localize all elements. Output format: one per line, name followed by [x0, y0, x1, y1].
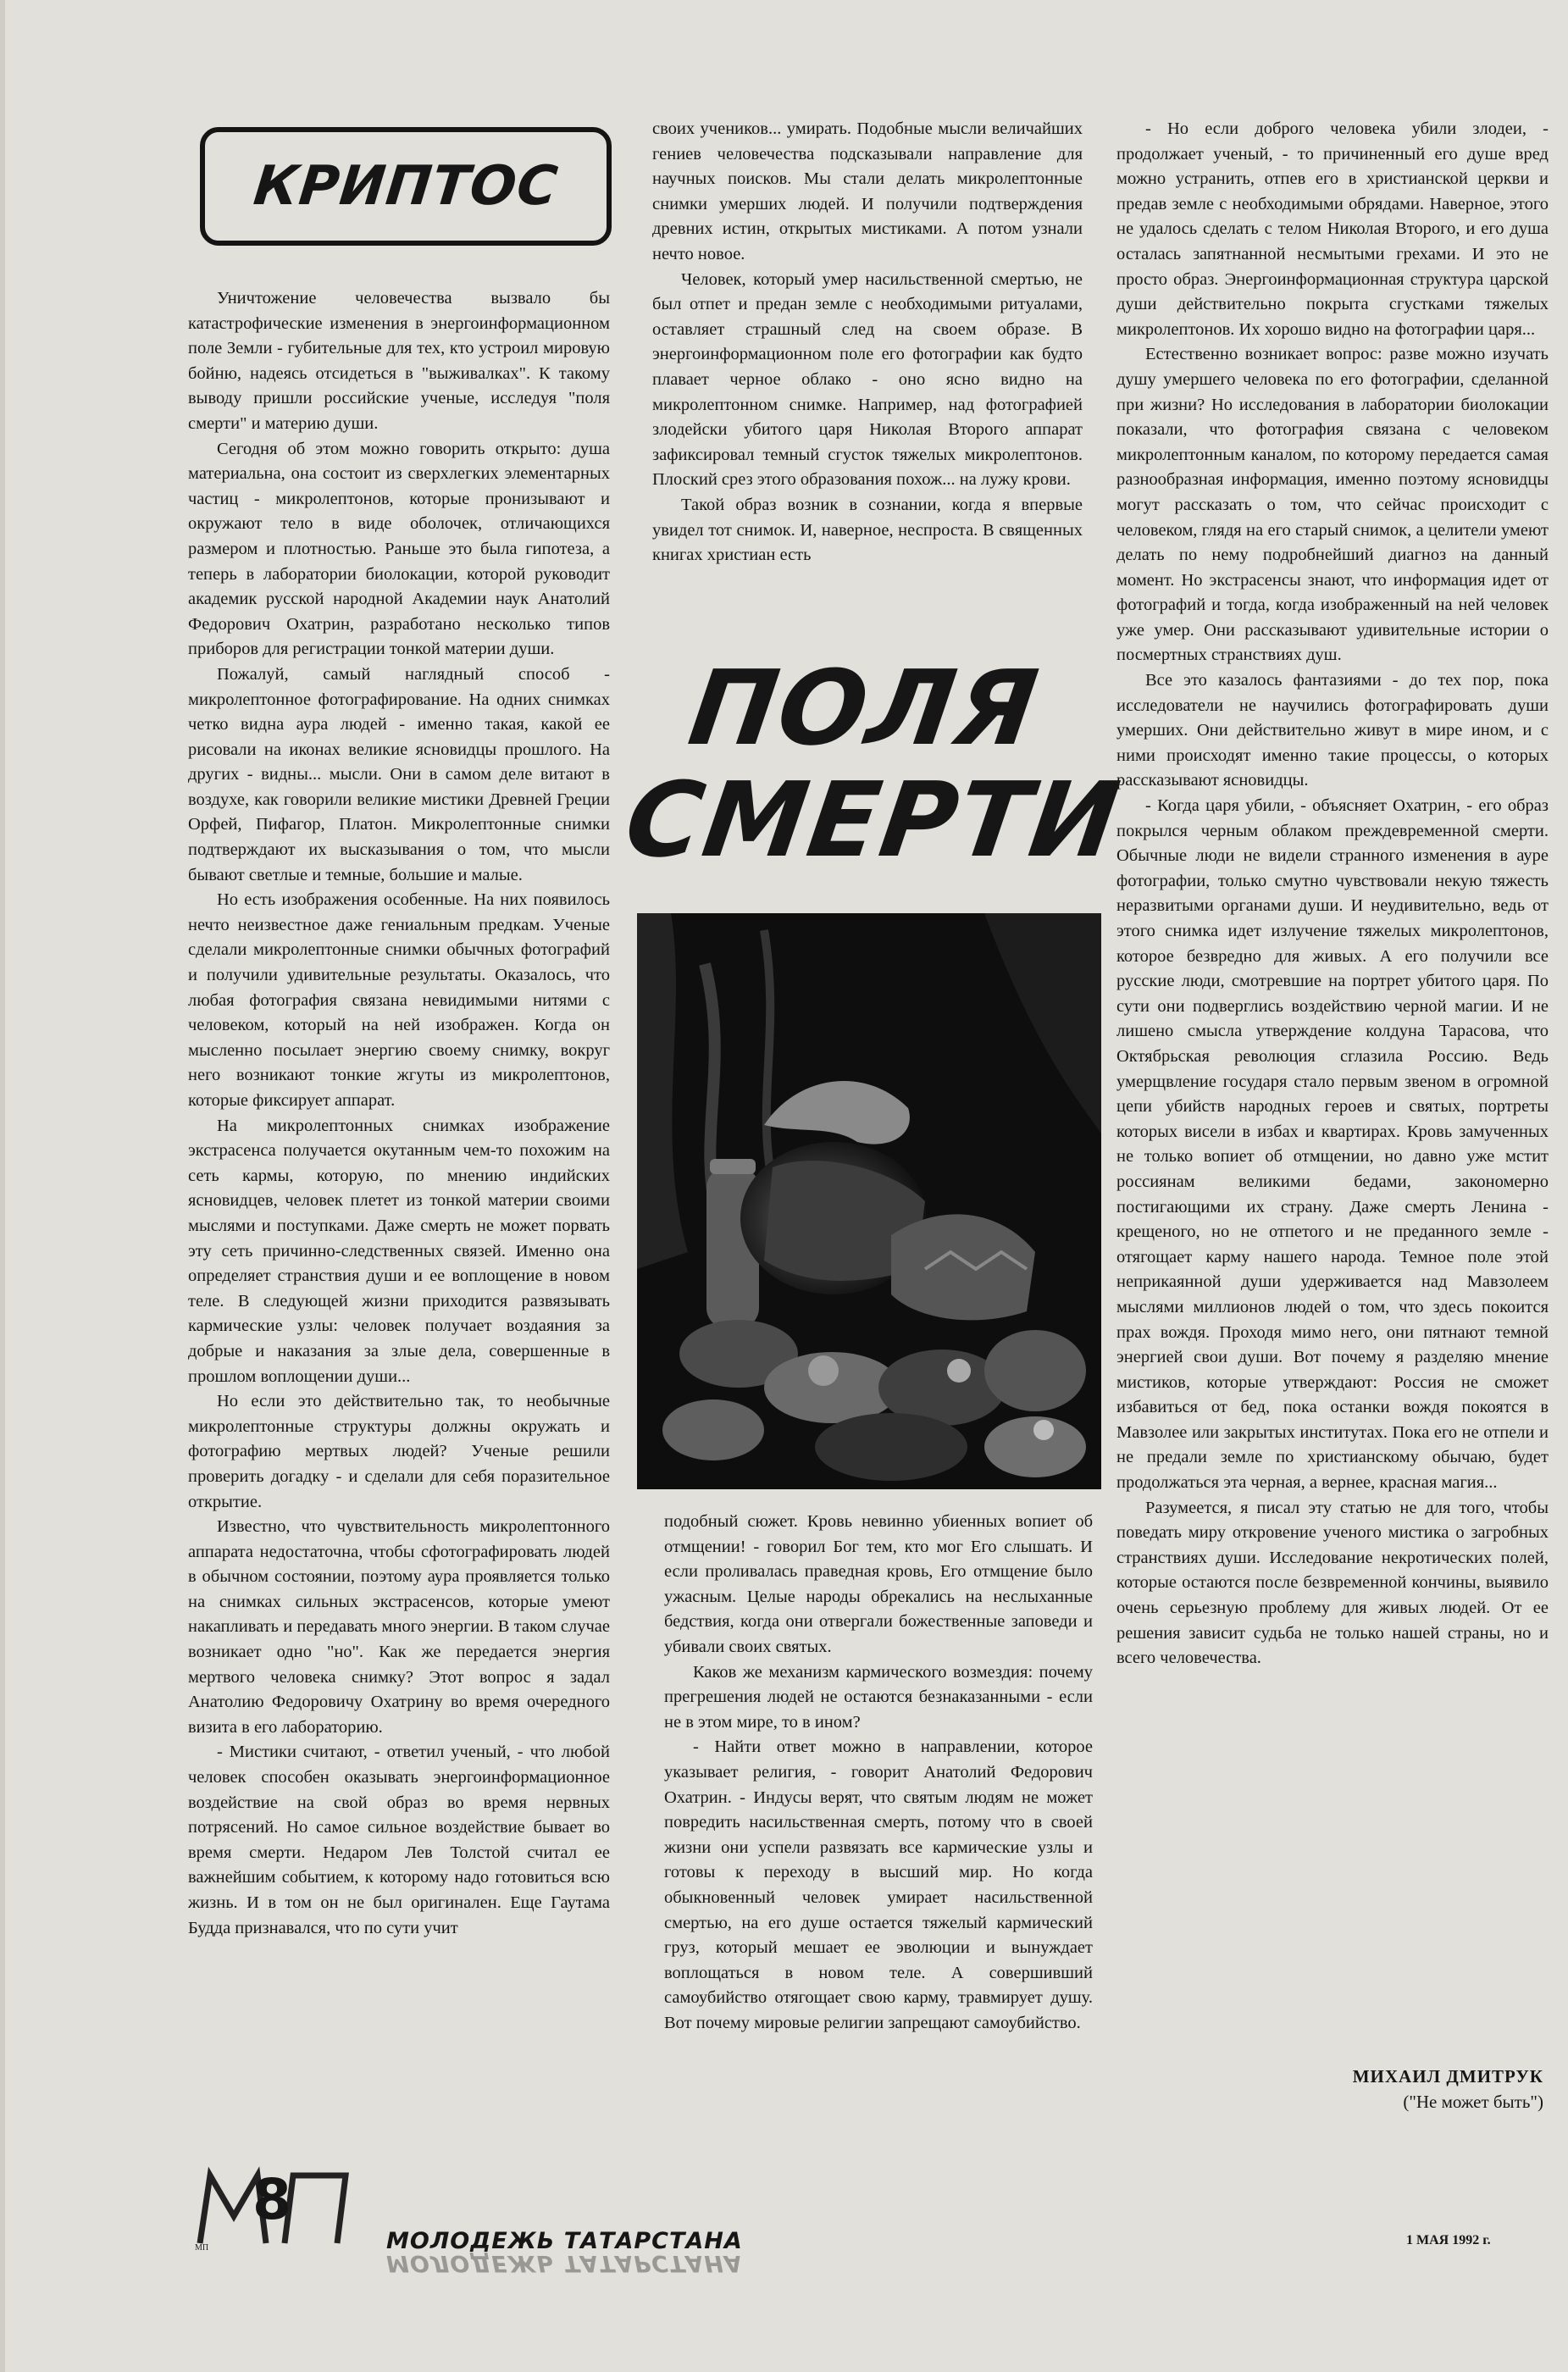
rubric-box: [200, 127, 612, 246]
paragraph: Каков же механизм кармического возмездия: почему прегрешения людей не остаются безнаказанными - если не в этом мире, то в ином?: [664, 1662, 1093, 1732]
paragraph: своих учеников... умирать. Подобные мысли величайших гениев человечества подсказывали направление для научных поисков. Мы стали делать микролептонные снимки умерших людей. И получили подтверждения древних истин, открытых мистиками. А потом узнали нечто новое.: [652, 119, 1083, 263]
paragraph: Естественно возникает вопрос: разве можно изучать душу умершего человека по его фотографии, сделанной при жизни? Но исследования в лаборатории биолокации показали, что фотография связана с человеком микролептонным каналом, по которому передается самая разнообразная информация, именно поэтому ясновидцы могут рассказать о том, что сейчас происходит с человеком, глядя на его старый снимок, а целители умеют делать по нему подробнейший диагноз на данный момент. Но экстрасенсы знают, что информация идет от фотографий и тогда, когда изображенный на ней человек уже умер. Они рассказывают удивительные истории о посмертных странствиях душ.: [1116, 345, 1549, 665]
article-headline: [618, 648, 1128, 906]
paragraph: На микролептонных снимках изображение экстрасенса получается окутанным чем-то похожим на сеть кармы, которую, по мнению индийских ясновидцев, человек плетет из тонкой материи своими мыслями и поступками. Даже смерть не может порвать эту сеть причинно-следственных связей. Именно она определяет странствия души и ее воплощение в новом теле. В следующей жизни приходится развязывать кармические узлы: человек получает воздаяния за добрые и наказания за злые дела, совершенные в прошлом воплощении души...: [188, 1116, 610, 1386]
still-life-photo: [637, 913, 1101, 1489]
paragraph: подобный сюжет. Кровь невинно убиенных вопиет об отмщении! - говорил Бог тем, кто мог Его слышать. И если проливалась праведная кровь, Его отмщение было ужасным. Целые народы обрекались на неслыханные бедствия, когда они отвергали божественные заповеди и убивали своих святых.: [664, 1512, 1093, 1656]
paragraph: - Но если доброго человека убили злодеи, - продолжает ученый, - то причиненный его душе вред можно устранить, отпев его в христианской церкви и предав земле с необходимыми обрядами. Наверное, этого не удалось сделать с телом Николая Второго, и его душа осталась запятнанной несмытыми грехами. И это не просто образ. Энергоинформационная структура царской души действительно покрыта сгустками тяжелых микролептонов. Их хорошо видно на фотографии царя...: [1116, 119, 1549, 339]
author-name: МИХАИЛ ДМИТРУК: [1352, 2066, 1543, 2087]
paragraph: Пожалуй, самый наглядный способ - микролептонное фотографирование. На одних снимках четко видна аура людей - именно такая, какой ее рисовали на иконах великие ясновидцы прошлого. На других - видны... мысли. Они в самом деле витают в воздухе, как говорили великие мистики Древней Греции Орфей, Пифагор, Платон. Микролептонные снимки подтверждают их высказывания о том, что мысли бывают светлые и темные, большие и малые.: [188, 664, 610, 884]
masthead-shadow: МОЛОДЕЖЬ ТАТАРСТАНА: [386, 2250, 743, 2276]
headline-line-2: СМЕРТИ: [618, 760, 1128, 880]
paragraph: Уничтожение человечества вызвало бы катастрофические изменения в энергоинформационном поле Земли - губительные для тех, кто устроил мировую бойню, надеясь отсидеться в "выживалках". К такому выводу пришли российские ученые, исследуя "поля смерти" и материю души.: [188, 289, 610, 433]
paragraph: - Мистики считают, - ответил ученый, - что любой человек способен оказывать энергоинформационное воздействие на свой образ во время нервных потрясений. Но самое сильное воздействие бывает во время смерти. Недаром Лев Толстой считал ее важнейшим событием, к которому надо готовиться всю жизнь. И в том он не был оригинален. Еще Гаутама Будда признавался, что по сути учит: [188, 1743, 610, 1937]
issue-date: 1 МАЯ 1992 г.: [1406, 2233, 1491, 2247]
article-column-3: [1116, 117, 1549, 1671]
masthead-title: МОЛОДЕЖЬ ТАТАРСТАНА: [386, 2228, 743, 2254]
article-column-1: [188, 286, 610, 1941]
author-byline: [1211, 2064, 1543, 2114]
paragraph: Сегодня об этом можно говорить открыто: душа материальна, она состоит из сверхлегких элементарных частиц - микролептонов, которые пронизывают и окружают тело в виде оболочек, отличающихся размером и плотностью. Раньше это была гипотеза, а теперь в лаборатории биолокации, которой руководит академик русской народной Академии наук Анатолий Федорович Охатрин, разработано несколько типов приборов для регистрации тонкой материи души.: [188, 439, 610, 659]
headline-line-1: ПОЛЯ: [682, 648, 1046, 768]
paragraph: - Найти ответ можно в направлении, которое указывает религия, - говорит Анатолий Федорович Охатрин. - Индусы верят, что святым людям не может повредить насильственная смерть, потому что в своей жизни они успели развязать все кармические узлы и готовы к переходу в высший мир. Но когда обыкновенный человек умирает насильственной смертью, на его душе остается тяжелый кармический груз, который мешает ее эволюции и вынуждает воплощаться в новом теле. А совершивший самоубийство отягощает свою карму, травмирует душу. Вот почему мировые религии запрещают самоубийство.: [664, 1737, 1093, 2032]
page-edge: [0, 0, 5, 2372]
article-column-2-top: [652, 117, 1083, 568]
paragraph: Известно, что чувствительность микролептонного аппарата недостаточна, чтобы сфотографировать людей в обычном состоянии, поэтому аура проявляется только на снимках сильных экстрасенсов, которые умеют накапливать и передавать много энергии. В таком случае возникает одно "но". Как же передается энергия мертвого человека снимку? Этот вопрос я задал Анатолию Федоровичу Охатрину во время очередного визита в его лабораторию.: [188, 1517, 610, 1737]
paragraph: Но есть изображения особенные. На них появилось нечто неизвестное даже гениальным предкам. Ученые сделали микролептонные снимки обычных фотографий и получили удивительные результаты. Оказалось, что любая фотография связана невидимыми нитями с человеком, который на ней изображен. Когда он мысленно посылает энергию своему снимку, вокруг него возникают тонкие жгуты из микролептонов, которые фиксирует аппарат.: [188, 890, 610, 1110]
paragraph: Человек, который умер насильственной смертью, не был отпет и предан земле с необходимыми ритуалами, оставляет страшный след на своем образе. В энергоинформационном поле его фотографии как будто плавает черное облако - оно ясно видно на микролептонном снимке. Например, над фотографией злодейски убитого царя Николая Второго аппарат зафиксировал темный сгусток тяжелых микролептонов. Плоский срез этого образования похож... на лужу крови.: [652, 269, 1083, 490]
paragraph: - Когда царя убили, - объясняет Охатрин, - его образ покрылся черным облаком преждевременной смерти. Обычные люди не видели странного изменения в ауре фотографии, только смутно чувствовали некую тяжесть неразвитыми органами души. И неудивительно, ведь от этого снимка идет излучение тяжелых микролептонов, которое безвредно для живых. А его получили все русские люди, смотревшие на портрет убитого царя. По сути они подверглись воздействию черной магии. И не лишено смысла утверждение колдуна Тарасова, что Октябрьская революция сглазила Россию. Ведь умерщвление государя стало первым звеном в огромной цепи убийств народных героев и святых, портреты которых висели в избах и квартирах. Кровь замученных не только вопиет об отмщении, но давно уже мстит россиянам великими бедами, закономерно постигающими их страну. Даже смерть Ленина - крещеного, но не отпетого и не преданного земле - отягощает карму нашего народа. Темное поле этой неприкаянной души удерживается над Мавзолеем мыслями миллионов людей о том, что здесь покоится прах вождя. Проходя мимо него, они пятнают темной энергией свои души. Вот почему я разделяю мнение мистиков, которые утверждают: Россия не сможет избавиться от бед, пока останки вождя покоятся в Мавзолее или закрытых институтах. Пока его не отпели и не предали земле по христианскому обычаю, будет продолжаться эта черная, а вернее, красная магия...: [1116, 796, 1549, 1493]
paragraph: Такой образ возник в сознании, когда я впервые увидел тот снимок. И, наверное, неспроста. В священных книгах христиан есть: [652, 495, 1083, 565]
paragraph: Но если это действительно так, то необычные микролептонные структуры должны окружать и фотографию мертвых людей? Ученые решили проверить догадку - и сделали для себя поразительное открытие.: [188, 1392, 610, 1511]
rubric-title: КРИПТОС: [250, 155, 562, 218]
page-number: 8: [252, 2167, 291, 2232]
article-column-2-bottom: [664, 1510, 1093, 2036]
paragraph: Все это казалось фантазиями - до тех пор, пока исследователи не научились фотографировать души умерших. Они действительно живут в мире ином, и с ними происходят именно такие процессы, о которых рассказывают ясновидцы.: [1116, 671, 1549, 790]
photo-image: [637, 913, 1101, 1489]
source-note: ("Не может быть"): [1403, 2092, 1543, 2112]
paragraph: Разумеется, я писал эту статью не для того, чтобы поведать миру откровение ученого мистика о загробных странствиях души. Исследование некротических полей, которые остаются после безвременной кончины, выявило очень серьезную проблему для живых людей. От ее решения зависит судьба не только нашей страны, но и всего человечества.: [1116, 1498, 1549, 1668]
logo-text: МП: [195, 2243, 209, 2250]
